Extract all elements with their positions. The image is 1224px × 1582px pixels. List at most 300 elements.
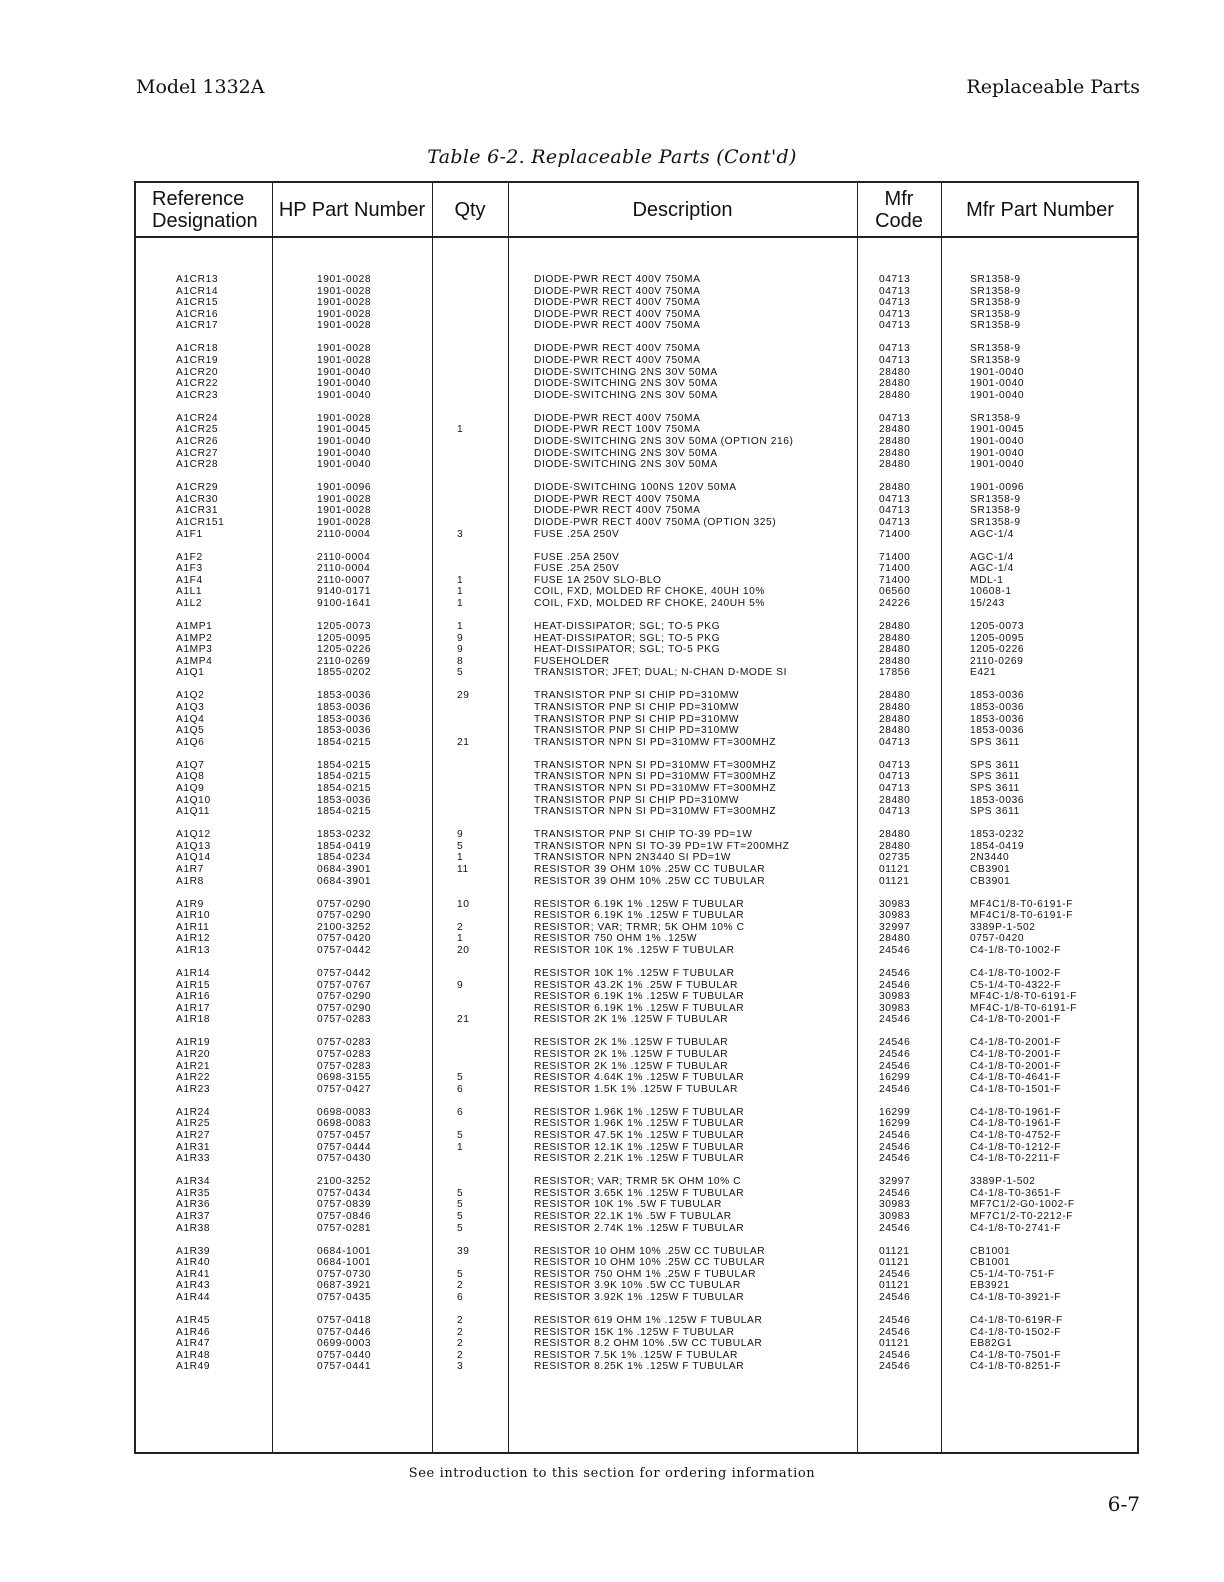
hp-part-number: 1901-0040 [317, 459, 372, 471]
table-row [136, 1327, 1137, 1339]
qty: 21 [457, 736, 470, 748]
mfr-part-number: 1901-0040 [970, 436, 1025, 447]
header-code-line2: Code [875, 209, 923, 232]
ref-designation: A1R24 [176, 1106, 211, 1118]
row-group [136, 1176, 1137, 1234]
mfr-code: 30983 [879, 910, 911, 922]
mfr-code: 01121 [879, 1280, 910, 1292]
ref-designation: A1CR22 [176, 378, 219, 390]
description: DIODE-SWITCHING 100NS 120V 50MA [534, 482, 737, 494]
description: RESISTOR 10K 1% .5W F TUBULAR [534, 1199, 722, 1211]
ref-designation: A1R12 [176, 933, 211, 945]
mfr-code: 24546 [879, 1153, 911, 1165]
description: TRANSISTOR PNP SI CHIP PD=310MW [534, 725, 740, 737]
mfr-part-number: MF4C1/8-T0-6191-F [970, 910, 1074, 922]
hp-part-number: 0684-1001 [317, 1257, 372, 1269]
mfr-part-number: C4-1/8-T0-2001-F [970, 1049, 1062, 1061]
ref-designation: A1MP4 [176, 655, 213, 667]
description: RESISTOR 22.1K 1% .5W F TUBULAR [534, 1211, 732, 1223]
mfr-part-number: E421 [970, 667, 997, 679]
qty: 1 [457, 1141, 464, 1153]
description: TRANSISTOR NPN SI PD=310MW FT=300MHZ [534, 771, 777, 783]
mfr-part-number: 1205-0226 [970, 644, 1025, 656]
parts-table [134, 181, 1139, 1454]
ref-designation: A1Q8 [176, 771, 205, 783]
description: DIODE-PWR RECT 400V 750MA [534, 308, 701, 320]
mfr-part-number: C5-1/4-T0-751-F [970, 1268, 1055, 1280]
ref-designation: A1R34 [176, 1176, 211, 1188]
description: FUSE .25A 250V [534, 563, 620, 575]
ref-designation: A1R44 [176, 1292, 211, 1304]
mfr-part-number: MDL-1 [970, 574, 1004, 586]
row-group [136, 413, 1137, 471]
hp-part-number: 0757-0418 [317, 1315, 372, 1327]
table-row [136, 1118, 1137, 1130]
hp-part-number: 0757-0420 [317, 933, 372, 945]
ref-designation: A1CR24 [176, 412, 219, 424]
description: DIODE-PWR RECT 400V 750MA [534, 343, 701, 355]
description: RESISTOR 619 OHM 1% .125W F TUBULAR [534, 1315, 763, 1327]
ref-designation: A1CR18 [176, 343, 219, 355]
ref-designation: A1Q2 [176, 690, 205, 702]
hp-part-number: 0757-0283 [317, 1014, 372, 1026]
ref-designation: A1F3 [176, 563, 203, 575]
description: TRANSISTOR PNP SI CHIP PD=310MW [534, 690, 740, 702]
qty: 5 [457, 840, 464, 852]
header-hp-part-number: HP Part Number [278, 198, 426, 221]
hp-part-number: 1901-0028 [317, 412, 372, 424]
table-row [136, 343, 1137, 355]
mfr-part-number: 1901-0040 [970, 378, 1025, 390]
mfr-part-number: 1901-0040 [970, 366, 1025, 378]
ref-designation: A1CR16 [176, 308, 219, 320]
ref-designation: A1CR30 [176, 493, 219, 505]
mfr-part-number: 10608-1 [970, 586, 1012, 598]
mfr-part-number: C4-1/8-T0-3651-F [970, 1187, 1062, 1199]
mfr-code: 02735 [879, 852, 911, 864]
table-row [136, 968, 1137, 980]
description: DIODE-PWR RECT 400V 750MA [534, 493, 701, 505]
hp-part-number: 0757-0427 [317, 1083, 372, 1095]
table-row [136, 876, 1137, 888]
ref-designation: A1L1 [176, 586, 203, 598]
ref-designation: A1Q5 [176, 725, 205, 737]
ref-designation: A1R37 [176, 1211, 211, 1223]
hp-part-number: 1205-0073 [317, 621, 372, 633]
mfr-part-number: SPS 3611 [970, 736, 1020, 748]
table-row [136, 1361, 1137, 1373]
table-row [136, 355, 1137, 367]
hp-part-number: 1854-0234 [317, 852, 372, 864]
description: RESISTOR 39 OHM 10% .25W CC TUBULAR [534, 875, 766, 887]
mfr-part-number: 1205-0095 [970, 632, 1025, 644]
hp-part-number: 1205-0226 [317, 644, 372, 656]
hp-part-number: 1901-0096 [317, 482, 372, 494]
ref-designation: A1Q1 [176, 667, 205, 679]
description: DIODE-PWR RECT 400V 750MA [534, 285, 701, 297]
row-group [136, 482, 1137, 540]
description: RESISTOR 1.5K 1% .125W F TUBULAR [534, 1083, 738, 1095]
table-row [136, 702, 1137, 714]
mfr-part-number: C4-1/8-T0-4641-F [970, 1072, 1062, 1084]
hp-part-number: 0757-0457 [317, 1130, 372, 1142]
row-group [136, 899, 1137, 957]
mfr-part-number: 1853-0232 [970, 829, 1025, 841]
table-row [136, 633, 1137, 645]
mfr-part-number: MF7C1/2-G0-1002-F [970, 1199, 1075, 1211]
description: DIODE-PWR RECT 100V 750MA [534, 424, 701, 436]
hp-part-number: 1854-0215 [317, 736, 372, 748]
description: TRANSISTOR; JFET; DUAL; N-CHAN D-MODE SI [534, 667, 788, 679]
qty: 2 [457, 1338, 464, 1350]
description: DIODE-SWITCHING 2NS 30V 50MA [534, 389, 718, 401]
qty: 1 [457, 586, 464, 598]
table-row [136, 1107, 1137, 1119]
ref-designation: A1R35 [176, 1187, 211, 1199]
table-row [136, 690, 1137, 702]
ref-designation: A1R48 [176, 1349, 211, 1361]
table-row [136, 586, 1137, 598]
description: TRANSISTOR PNP SI CHIP PD=310MW [534, 794, 740, 806]
description: RESISTOR 6.19K 1% .125W F TUBULAR [534, 1002, 745, 1014]
qty: 1 [457, 598, 464, 609]
table-row [136, 413, 1137, 425]
description: RESISTOR 1.96K 1% .125W F TUBULAR [534, 1106, 745, 1118]
mfr-code: 24546 [879, 979, 911, 991]
hp-part-number: 0757-0446 [317, 1326, 372, 1338]
ref-designation: A1R15 [176, 979, 211, 991]
hp-part-number: 0757-0430 [317, 1153, 372, 1165]
mfr-part-number: C4-1/8-T0-1212-F [970, 1141, 1062, 1153]
ref-designation: A1R14 [176, 968, 211, 980]
mfr-part-number: 3389P-1-502 [970, 921, 1036, 933]
ref-designation: A1Q10 [176, 794, 211, 806]
hp-part-number: 2110-0004 [317, 551, 371, 563]
description: DIODE-SWITCHING 2NS 30V 50MA [534, 366, 718, 378]
mfr-part-number: 1854-0419 [970, 840, 1025, 852]
description: RESISTOR 7.5K 1% .125W F TUBULAR [534, 1349, 738, 1361]
ref-designation: A1Q4 [176, 713, 205, 725]
mfr-code: 30983 [879, 898, 911, 910]
mfr-code: 28480 [879, 794, 911, 806]
mfr-part-number: 1901-0045 [970, 424, 1025, 436]
hp-part-number: 0757-0846 [317, 1211, 372, 1223]
mfr-part-number: 1853-0036 [970, 713, 1025, 725]
header-model: Model 1332A [136, 76, 265, 98]
table-row [136, 760, 1137, 772]
hp-part-number: 1901-0028 [317, 320, 372, 332]
description: DIODE-PWR RECT 400V 750MA [534, 355, 701, 366]
table-row [136, 1292, 1137, 1304]
table-row [136, 297, 1137, 309]
table-row [136, 644, 1137, 656]
row-group [136, 621, 1137, 679]
description: DIODE-SWITCHING 2NS 30V 50MA [534, 459, 718, 471]
qty: 5 [457, 1187, 464, 1199]
mfr-code: 01121 [879, 1338, 910, 1350]
table-title: Table 6-2. Replaceable Parts (Cont'd) [427, 146, 797, 168]
description: TRANSISTOR NPN SI PD=310MW FT=300MHZ [534, 783, 777, 795]
hp-part-number: 1854-0215 [317, 771, 372, 783]
table-row [136, 806, 1137, 818]
qty: 9 [457, 829, 464, 841]
mfr-part-number: 1853-0036 [970, 690, 1025, 702]
mfr-code: 24226 [879, 598, 911, 609]
description: TRANSISTOR PNP SI CHIP PD=310MW [534, 702, 740, 714]
hp-part-number: 0757-0435 [317, 1292, 372, 1304]
table-row [136, 459, 1137, 471]
mfr-code: 28480 [879, 389, 911, 401]
qty: 2 [457, 921, 464, 933]
hp-part-number: 0757-0283 [317, 1049, 372, 1061]
mfr-part-number: C4-1/8-T0-2211-F [970, 1153, 1061, 1165]
table-row [136, 424, 1137, 436]
row-group [136, 829, 1137, 887]
description: RESISTOR 1.96K 1% .125W F TUBULAR [534, 1118, 745, 1130]
table-row [136, 1061, 1137, 1073]
ref-designation: A1CR31 [176, 505, 219, 517]
qty: 5 [457, 1222, 464, 1234]
description: RESISTOR 2.74K 1% .125W F TUBULAR [534, 1222, 745, 1234]
mfr-part-number: SR1358-9 [970, 493, 1021, 505]
mfr-code: 71400 [879, 574, 911, 586]
mfr-part-number: EB82G1 [970, 1338, 1013, 1350]
ref-designation: A1Q13 [176, 840, 211, 852]
qty: 2 [457, 1280, 464, 1292]
ref-designation: A1R49 [176, 1361, 211, 1373]
table-row [136, 505, 1137, 517]
mfr-code: 28480 [879, 436, 911, 447]
ref-designation: A1R16 [176, 991, 211, 1003]
table-row [136, 448, 1137, 460]
ref-designation: A1R41 [176, 1268, 211, 1280]
hp-part-number: 1901-0040 [317, 436, 372, 447]
row-group [136, 690, 1137, 748]
mfr-code: 28480 [879, 713, 911, 725]
ref-designation: A1R38 [176, 1222, 211, 1234]
ref-designation: A1Q11 [176, 806, 210, 818]
description: DIODE-SWITCHING 2NS 30V 50MA [534, 447, 718, 459]
hp-part-number: 0757-0839 [317, 1199, 372, 1211]
mfr-code: 28480 [879, 933, 911, 945]
ref-designation: A1Q9 [176, 783, 205, 795]
mfr-code: 04713 [879, 285, 911, 297]
hp-part-number: 1901-0045 [317, 424, 372, 436]
ref-designation: A1R25 [176, 1118, 211, 1130]
mfr-part-number: C4-1/8-T0-3921-F [970, 1292, 1062, 1304]
description: RESISTOR 6.19K 1% .125W F TUBULAR [534, 991, 745, 1003]
table-row [136, 1049, 1137, 1061]
table-row [136, 1223, 1137, 1235]
hp-part-number: 1853-0036 [317, 713, 372, 725]
description: RESISTOR 10K 1% .125W F TUBULAR [534, 945, 735, 957]
table-row [136, 991, 1137, 1003]
mfr-code: 28480 [879, 482, 911, 494]
mfr-part-number: 15/243 [970, 598, 1005, 609]
ref-designation: A1CR151 [176, 517, 225, 528]
table-row [136, 436, 1137, 448]
mfr-part-number: 1853-0036 [970, 794, 1025, 806]
ref-designation: A1F1 [176, 528, 203, 540]
hp-part-number: 1853-0036 [317, 702, 372, 714]
mfr-part-number: SR1358-9 [970, 355, 1021, 366]
description: RESISTOR; VAR; TRMR; 5K OHM 10% C [534, 921, 745, 933]
ref-designation: A1R33 [176, 1153, 211, 1165]
qty: 39 [457, 1245, 470, 1257]
table-row [136, 899, 1137, 911]
hp-part-number: 1853-0036 [317, 725, 372, 737]
description: RESISTOR 3.65K 1% .125W F TUBULAR [534, 1187, 745, 1199]
header-divider [136, 236, 1137, 238]
description: DIODE-PWR RECT 400V 750MA (OPTION 325) [534, 517, 777, 528]
mfr-code: 04713 [879, 308, 911, 320]
mfr-part-number: MF7C1/2-T0-2212-F [970, 1211, 1074, 1223]
row-group [136, 274, 1137, 332]
table-row [136, 367, 1137, 379]
hp-part-number: 1853-0036 [317, 794, 372, 806]
mfr-code: 28480 [879, 829, 911, 841]
description: FUSEHOLDER [534, 655, 610, 667]
mfr-part-number: C4-1/8-T0-1002-F [970, 945, 1062, 957]
mfr-part-number: C4-1/8-T0-1501-F [970, 1083, 1062, 1095]
description: TRANSISTOR NPN 2N3440 SI PD=1W [534, 852, 731, 864]
description: DIODE-PWR RECT 400V 750MA [534, 320, 701, 332]
qty: 9 [457, 644, 464, 656]
qty: 6 [457, 1292, 464, 1304]
mfr-code: 24546 [879, 945, 911, 957]
hp-part-number: 2100-3252 [317, 1176, 372, 1188]
qty: 8 [457, 655, 464, 667]
mfr-part-number: EB3921 [970, 1280, 1010, 1292]
hp-part-number: 1901-0028 [317, 493, 372, 505]
mfr-code: 04713 [879, 771, 911, 783]
description: DIODE-PWR RECT 400V 750MA [534, 297, 701, 309]
table-row [136, 852, 1137, 864]
mfr-part-number: C4-1/8-T0-8251-F [970, 1361, 1062, 1373]
table-row [136, 829, 1137, 841]
mfr-part-number: C4-1/8-T0-619R-F [970, 1315, 1063, 1327]
mfr-code: 28480 [879, 702, 911, 714]
row-group [136, 1107, 1137, 1165]
table-row [136, 1199, 1137, 1211]
header-code-line1: Mfr [884, 187, 914, 210]
mfr-code: 24546 [879, 1268, 911, 1280]
mfr-part-number: 2N3440 [970, 852, 1010, 864]
header-mfr-part-number: Mfr Part Number [966, 198, 1114, 221]
mfr-code: 01121 [879, 864, 910, 876]
mfr-code: 24546 [879, 1060, 911, 1072]
description: RESISTOR 10 OHM 10% .25W CC TUBULAR [534, 1257, 766, 1269]
description: RESISTOR 6.19K 1% .125W F TUBULAR [534, 898, 745, 910]
ref-designation: A1R8 [176, 875, 204, 887]
mfr-code: 28480 [879, 655, 911, 667]
hp-part-number: 0698-0083 [317, 1118, 372, 1130]
qty: 1 [457, 933, 464, 945]
qty: 1 [457, 621, 464, 633]
table-row [136, 1037, 1137, 1049]
table-row [136, 841, 1137, 853]
qty: 1 [457, 574, 464, 586]
hp-part-number: 0757-0767 [317, 979, 372, 991]
mfr-part-number: 1901-0040 [970, 459, 1025, 471]
table-row [136, 517, 1137, 529]
description: DIODE-SWITCHING 2NS 30V 50MA (OPTION 216) [534, 436, 794, 447]
row-group [136, 552, 1137, 610]
table-row [136, 563, 1137, 575]
ref-designation: A1R22 [176, 1072, 211, 1084]
mfr-part-number: SR1358-9 [970, 285, 1021, 297]
mfr-code: 28480 [879, 644, 911, 656]
table-row [136, 864, 1137, 876]
ref-designation: A1R39 [176, 1245, 211, 1257]
mfr-code: 24546 [879, 1222, 911, 1234]
hp-part-number: 0757-0441 [317, 1361, 372, 1373]
mfr-part-number: C4-1/8-T0-2001-F [970, 1037, 1062, 1049]
mfr-part-number: MF4C1/8-T0-6191-F [970, 898, 1074, 910]
description: DIODE-SWITCHING 2NS 30V 50MA [534, 378, 718, 390]
description: RESISTOR 2K 1% .125W F TUBULAR [534, 1049, 729, 1061]
description: RESISTOR 2K 1% .125W F TUBULAR [534, 1014, 729, 1026]
hp-part-number: 0757-0290 [317, 898, 372, 910]
qty: 29 [457, 690, 470, 702]
mfr-code: 28480 [879, 378, 911, 390]
mfr-code: 71400 [879, 528, 911, 540]
description: RESISTOR 3.9K 10% .5W CC TUBULAR [534, 1280, 741, 1292]
mfr-code: 28480 [879, 424, 911, 436]
ref-designation: A1CR29 [176, 482, 219, 494]
table-row [136, 621, 1137, 633]
ref-designation: A1F2 [176, 551, 203, 563]
mfr-part-number: 0757-0420 [970, 933, 1025, 945]
table-row [136, 1084, 1137, 1096]
description: FUSE 1A 250V SLO-BLO [534, 574, 662, 586]
mfr-part-number: SR1358-9 [970, 412, 1021, 424]
mfr-code: 24546 [879, 968, 911, 980]
ref-designation: A1F4 [176, 574, 203, 586]
mfr-part-number: 1901-0040 [970, 389, 1025, 401]
ref-designation: A1CR28 [176, 459, 219, 471]
table-row [136, 783, 1137, 795]
description: HEAT-DISSIPATOR; SGL; TO-5 PKG [534, 644, 721, 656]
table-row [136, 910, 1137, 922]
header-description: Description [632, 198, 733, 221]
qty: 21 [457, 1014, 470, 1026]
hp-part-number: 9100-1641 [317, 598, 372, 609]
ref-designation: A1R47 [176, 1338, 211, 1350]
description: TRANSISTOR NPN SI PD=310MW FT=300MHZ [534, 736, 777, 748]
mfr-code: 04713 [879, 493, 911, 505]
mfr-code: 04713 [879, 783, 911, 795]
table-row [136, 945, 1137, 957]
mfr-part-number: SR1358-9 [970, 274, 1021, 285]
ref-designation: A1R17 [176, 1002, 211, 1014]
mfr-part-number: SR1358-9 [970, 343, 1021, 355]
hp-part-number: 0757-0283 [317, 1060, 372, 1072]
mfr-part-number: AGC-1/4 [970, 551, 1014, 563]
mfr-part-number: AGC-1/4 [970, 528, 1014, 540]
qty: 2 [457, 1349, 464, 1361]
hp-part-number: 0757-0440 [317, 1349, 372, 1361]
table-row [136, 795, 1137, 807]
mfr-code: 71400 [879, 551, 911, 563]
ref-designation: A1R23 [176, 1083, 211, 1095]
mfr-code: 30983 [879, 1199, 911, 1211]
description: TRANSISTOR PNP SI CHIP PD=310MW [534, 713, 740, 725]
table-row [136, 980, 1137, 992]
hp-part-number: 1901-0028 [317, 285, 372, 297]
mfr-code: 24546 [879, 1014, 911, 1026]
ref-designation: A1CR26 [176, 436, 219, 447]
